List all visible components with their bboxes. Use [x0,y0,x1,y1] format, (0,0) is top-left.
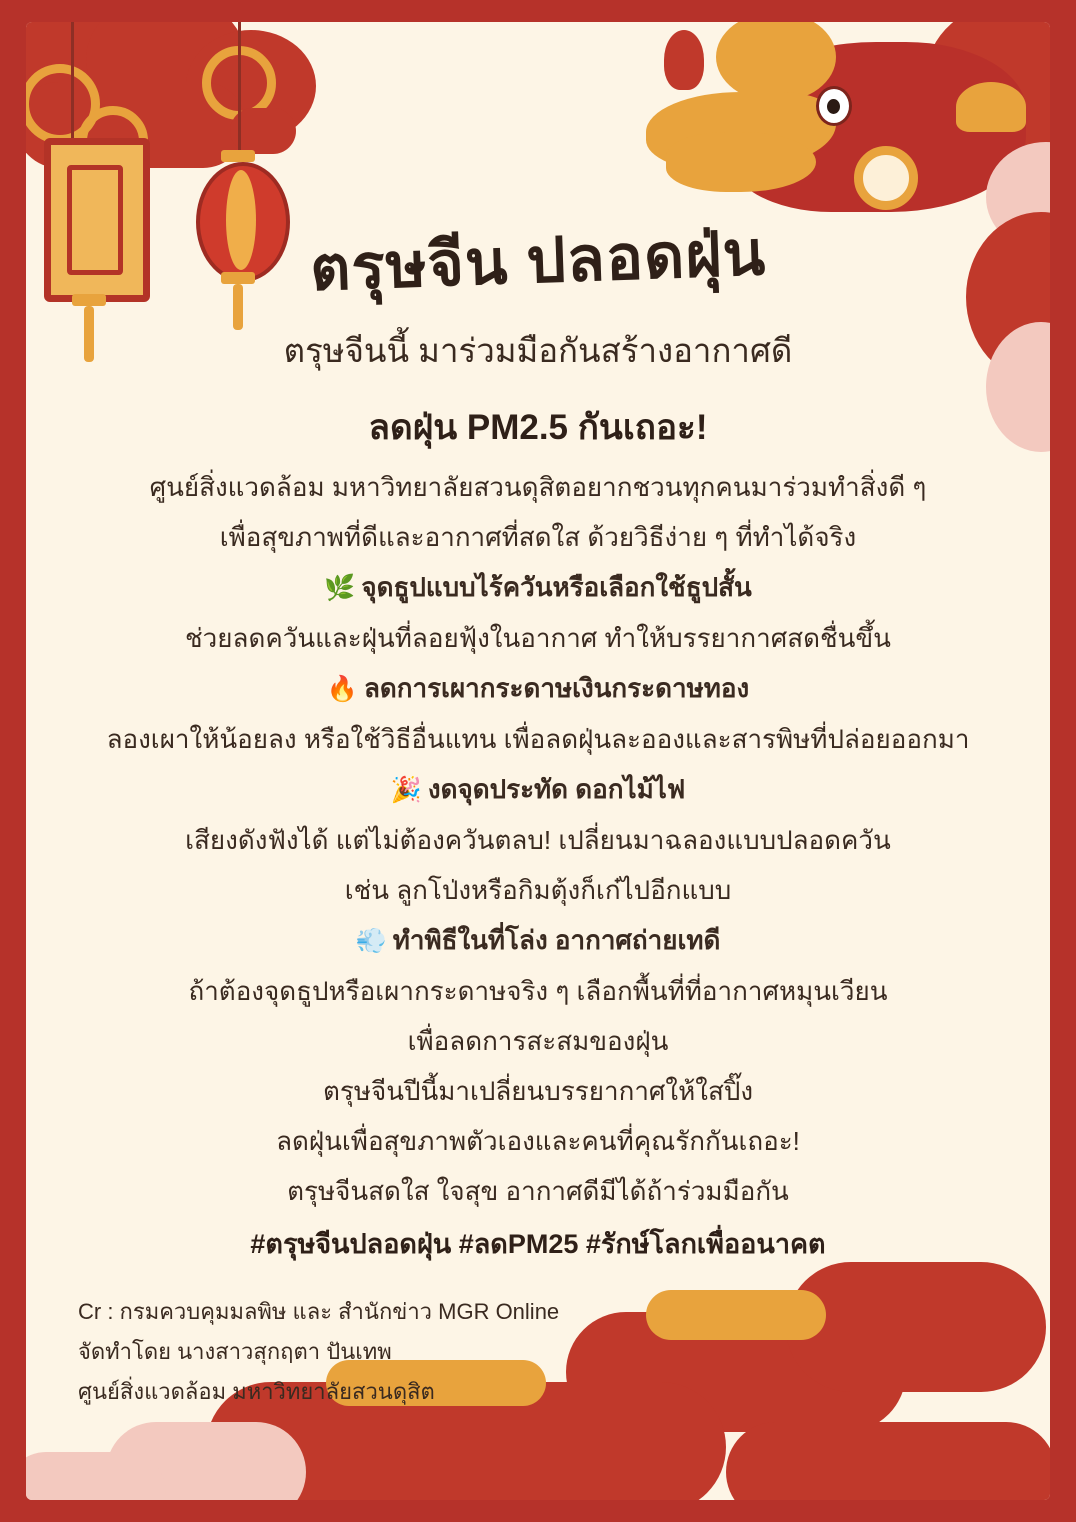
credits-block [78,1292,559,1412]
dragon-body-segment [726,1422,1050,1500]
dragon-body-segment [786,1262,1046,1392]
lantern-string [238,22,241,152]
intro-line: เพื่อสุขภาพที่ดีและอากาศที่สดใส ด้วยวิธีง่าย ๆ ที่ทำได้จริง [219,522,857,552]
poster-headline: ลดฝุ่น PM2.5 กันเถอะ! [368,408,708,447]
poster-body [26,462,1050,1272]
dragon-fin [646,1290,826,1340]
tip-detail: เพื่อลดการสะสมของฝุ่น [407,1026,669,1056]
dragon-body-light [26,1452,166,1500]
tip-detail: ถ้าต้องจุดธูปหรือเผากระดาษจริง ๆ เลือกพื้นที่ที่อากาศหมุนเวียน [188,976,888,1006]
dragon-fin [956,82,1026,132]
tip-detail: ช่วยลดควันและฝุ่นที่ลอยฟุ้งในอากาศ ทำให้บรรยากาศสดชื่นขึ้น [185,623,891,653]
poster-paper [26,22,1050,1500]
closing-line: ตรุษจีนปีนี้มาเปลี่ยนบรรยากาศให้ใสปิ๊ง [322,1076,754,1106]
firecracker-icon: 🎉 [390,776,422,804]
hashtags: #ตรุษจีนปลอดฝุ่น #ลดPM25 #รักษ์โลกเพื่ออนาคต [250,1229,826,1259]
dragon-jaw [666,132,816,192]
tip-detail: เสียงดังฟังได้ แต่ไม่ต้องควันตลบ! เปลี่ยนมาฉลองแบบปลอดควัน [185,825,891,855]
closing-line: ตรุษจีนสดใส ใจสุข อากาศดีมีได้ถ้าร่วมมือกัน [287,1176,789,1206]
incense-icon: 🌿 [324,574,356,602]
dragon-eye [816,86,852,126]
lantern-cap [221,150,255,162]
tip-heading [26,663,1050,714]
tip-heading [26,562,1050,613]
credit-organization: ศูนย์สิ่งแวดล้อม มหาวิทยาลัยสวนดุสิต [78,1379,435,1404]
closing-line: ลดฝุ่นเพื่อสุขภาพตัวเองและคนที่คุณรักกันเถอะ! [276,1126,800,1156]
wind-icon: 💨 [355,927,387,955]
credit-author: จัดทำโดย นางสาวสุกฤตา ปันเทพ [78,1339,392,1364]
poster-subtitle: ตรุษจีนนี้ มาร่วมมือกันสร้างอากาศดี [283,332,793,369]
tip-heading-text: ทำพิธีในที่โล่ง อากาศถ่ายเทดี [392,925,721,955]
page-title: ตรุษจีน ปลอดฝุ่น [308,219,768,304]
credit-source: Cr : กรมควบคุมมลพิษ และ สำนักข่าว MGR Online [78,1299,560,1324]
dragon-horn [664,30,704,90]
tip-heading-text: ลดการเผากระดาษเงินกระดาษทอง [363,673,750,703]
tip-heading-text: จุดธูปแบบไร้ควันหรือเลือกใช้ธูปสั้น [361,572,752,602]
fire-icon: 🔥 [326,675,358,703]
tip-detail: ลองเผาให้น้อยลง หรือใช้วิธีอื่นแทน เพื่อลดฝุ่นละอองและสารพิษที่ปล่อยออกมา [106,724,970,754]
tip-heading [26,764,1050,815]
tip-detail: เช่น ลูกโป่งหรือกิมตุ้งก็เก๋ไปอีกแบบ [344,875,732,905]
tip-heading [26,915,1050,966]
intro-line: ศูนย์สิ่งแวดล้อม มหาวิทยาลัยสวนดุสิตอยากชวนทุกคนมาร่วมทำสิ่งดี ๆ [149,472,927,502]
tip-heading-text: งดจุดประทัด ดอกไม้ไฟ [427,774,686,804]
lantern-string [71,22,74,140]
